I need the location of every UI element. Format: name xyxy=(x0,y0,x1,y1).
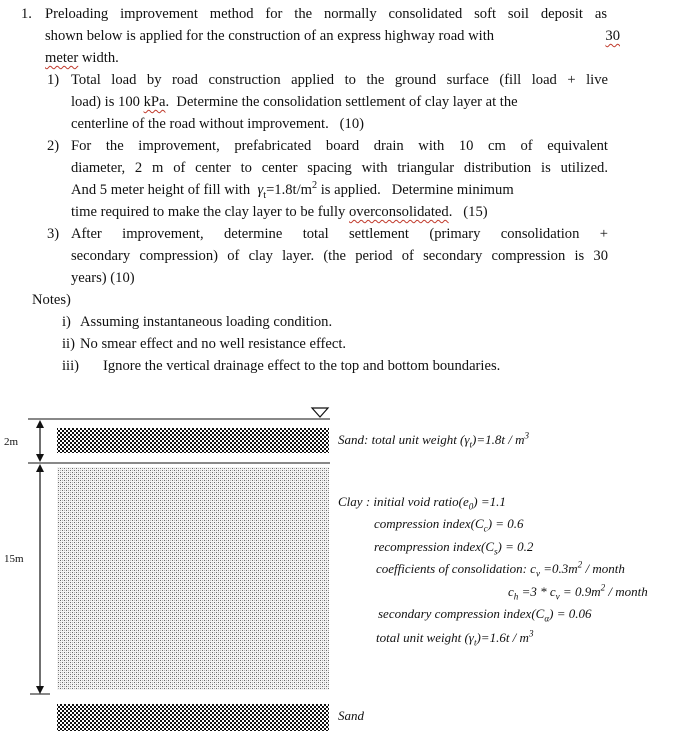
clay-compression-index: compression $index(C_c) = 0.6$ xyxy=(374,516,524,534)
q2-line-4: time required to make the clay layer to be fully overconsolidated. (15) xyxy=(71,204,488,220)
dimension-2m xyxy=(36,420,44,462)
clay-recompression-index: recompression $index(C_s) = 0.2$ xyxy=(374,539,534,557)
clay-unit-weight: total unit weight $(\gamma_t)=1.6t / m^3$ xyxy=(376,628,534,648)
problem-number: 1. xyxy=(21,6,32,22)
sand-top-label: Sand xyxy=(338,432,364,447)
intro-line-3: meter width. xyxy=(45,50,119,66)
q1-line-3: centerline of the road without improvement. (10) xyxy=(71,116,365,132)
clay-secondary-index: secondary compression $index(C_\alpha) = 0.06$ xyxy=(378,606,592,624)
sand-layer-bottom xyxy=(57,704,329,731)
sand-bottom-label: Sand xyxy=(338,708,364,723)
dim-label-2m: 2m xyxy=(4,436,19,448)
note-ii-num: ii) xyxy=(62,336,75,352)
sand-top-annotation: Sand: total unit weight $(\gamma_t)=1.8t / m^3$ xyxy=(338,430,530,450)
dimension-15m xyxy=(36,464,44,694)
note-ii: No smear effect and no well resistance effect. xyxy=(80,336,347,352)
notes-title: Notes) xyxy=(32,292,71,308)
note-i: Assuming instantaneous loading condition. xyxy=(80,314,333,330)
note-iii-num: iii) xyxy=(62,358,80,374)
clay-void-ratio: Clay : initial void $ratio(e_0) =1.1$ xyxy=(338,494,506,512)
q1-line-2: load) is 100 kPa. Determine the consolidation settlement of clay layer at the xyxy=(71,94,518,110)
q2-line-1: For the improvement, prefabricated board drain with 10 cm of equivalent xyxy=(71,138,608,154)
sand-layer-top xyxy=(57,428,329,453)
water-table-icon xyxy=(312,408,328,417)
q1-number: 1) xyxy=(47,72,60,88)
q3-line-3: years) (10) xyxy=(71,270,135,286)
q2-number: 2) xyxy=(47,138,60,154)
intro-line-1: Preloading improvement method for the normally consolidated soft soil deposit as xyxy=(45,6,607,22)
dim-label-15m: 15m xyxy=(4,553,24,565)
clay-cv: coefficients of consolidation: $c_v =0.3m^2$ / month xyxy=(376,559,625,579)
q3-line-2: secondary compression) of clay layer. (the period of secondary compression is 30 xyxy=(71,248,608,264)
note-iii: Ignore the vertical drainage effect to the top and bottom boundaries. xyxy=(103,358,501,374)
note-i-num: i) xyxy=(62,314,71,330)
q3-number: 3) xyxy=(47,226,60,242)
q3-line-1: After improvement, determine total settlement (primary consolidation + xyxy=(71,226,608,242)
intro-line-2: shown below is applied for the construction of an express highway road with 30 xyxy=(45,28,620,44)
clay-layer xyxy=(57,467,329,690)
q2-line-3: And 5 meter height of fill with $\gamma_t=1.8t/m^2$ is applied. Determine minimum xyxy=(71,180,514,201)
q1-line-1: Total load by road construction applied to the ground surface (fill load + live xyxy=(71,72,608,88)
clay-ch: $c_h =3 * c_v = 0.9m^2$ / month xyxy=(508,582,648,602)
clay-label: Clay xyxy=(338,494,363,509)
q2-line-2: diameter, 2 m of center to center spacing with triangular distribution is utilized. xyxy=(71,160,608,176)
